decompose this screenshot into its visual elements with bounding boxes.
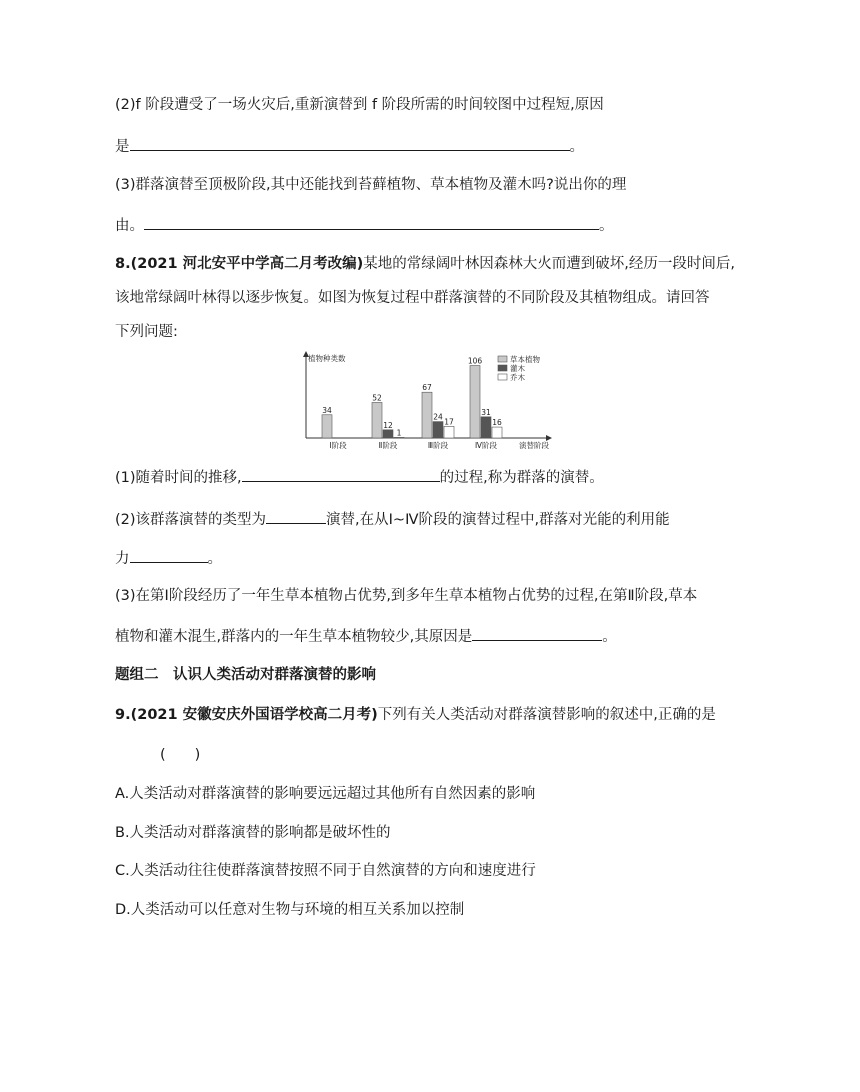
legend-swatch — [498, 365, 507, 371]
answer-blank[interactable] — [130, 135, 570, 151]
option-a[interactable]: A.人类活动对群落演替的影响要远远超过其他所有自然因素的影响 — [115, 786, 536, 802]
bar — [444, 426, 454, 438]
y-axis-label: 植物种类数 — [308, 354, 346, 363]
answer-bracket[interactable]: ( ) — [160, 747, 201, 763]
data-label: 17 — [444, 417, 454, 427]
q8-part2-line1: (2)该群落演替的类型为 演替,在从Ⅰ~Ⅳ阶段的演替过程中,群落对光能的利用能 — [115, 508, 670, 530]
legend-swatch — [498, 374, 507, 380]
bar — [372, 402, 382, 438]
bar — [433, 422, 443, 438]
answer-blank[interactable] — [242, 466, 440, 482]
bar — [383, 430, 393, 438]
answer-blank[interactable] — [130, 547, 208, 563]
data-label: 24 — [433, 412, 443, 422]
option-b[interactable]: B.人类活动对群落演替的影响都是破坏性的 — [115, 825, 391, 841]
question-source: 9.(2021 安徽安庆外国语学校高二月考) — [115, 707, 378, 723]
legend-swatch — [498, 356, 507, 362]
bar — [481, 417, 491, 438]
q8-part3-line2: 植物和灌木混生,群落内的一年生草本植物较少,其原因是 。 — [115, 625, 617, 647]
option-c[interactable]: C.人类活动往往使群落演替按照不同于自然演替的方向和速度进行 — [115, 863, 536, 879]
bar — [492, 427, 502, 438]
data-label: 31 — [481, 407, 491, 417]
q7-part2-line1: (2)f 阶段遭受了一场火灾后,重新演替到 f 阶段所需的时间较图中过程短,原因 — [115, 97, 604, 113]
data-label: 34 — [322, 405, 332, 415]
data-label: 67 — [422, 383, 432, 393]
tick-label: Ⅱ阶段 — [378, 441, 398, 450]
data-label: 16 — [492, 418, 502, 428]
bar — [422, 392, 432, 438]
q9-stem: 9.(2021 安徽安庆外国语学校高二月考)下列有关人类活动对群落演替影响的叙述中,正确的是 — [115, 707, 716, 723]
q8-part1: (1)随着时间的推移, 的过程,称为群落的演替。 — [115, 466, 604, 488]
tick-label: Ⅲ阶段 — [427, 441, 449, 450]
q8-stem-line2: 该地常绿阔叶林得以逐步恢复。如图为恢复过程中群落演替的不同阶段及其植物组成。请回答 — [115, 290, 710, 306]
succession-bar-chart — [298, 350, 588, 450]
data-label: 1 — [396, 428, 402, 438]
legend-label: 草本植物 — [510, 355, 540, 364]
option-d[interactable]: D.人类活动可以任意对生物与环境的相互关系加以控制 — [115, 902, 465, 918]
answer-blank[interactable] — [266, 508, 326, 524]
bar — [394, 437, 404, 438]
q8-stem-line3: 下列问题: — [115, 324, 178, 340]
x-axis-label: 演替阶段 — [519, 441, 549, 450]
question-source: 8.(2021 河北安平中学高二月考改编) — [115, 256, 364, 272]
legend-label: 灌木 — [510, 364, 525, 373]
q7-part3-line2: 由。 。 — [115, 214, 614, 236]
q8-stem-line1: 8.(2021 河北安平中学高二月考改编)某地的常绿阔叶林因森林大火而遭到破坏,经历一段时间后, — [115, 256, 735, 272]
q7-part3-line1: (3)群落演替至顶极阶段,其中还能找到苔藓植物、草本植物及灌木吗?说出你的理 — [115, 177, 627, 193]
q8-part3-line1: (3)在第Ⅰ阶段经历了一年生草本植物占优势,到多年生草本植物占优势的过程,在第Ⅱ阶段,草本 — [115, 588, 698, 604]
data-label: 52 — [372, 393, 382, 403]
tick-label: Ⅳ阶段 — [475, 441, 497, 450]
data-label: 12 — [383, 420, 393, 430]
bar — [322, 415, 332, 438]
q8-part2-line2: 力 。 — [115, 547, 222, 569]
legend-label: 乔木 — [510, 373, 525, 382]
section-heading: 题组二 认识人类活动对群落演替的影响 — [115, 667, 376, 683]
tick-label: Ⅰ阶段 — [329, 441, 347, 450]
answer-blank[interactable] — [472, 625, 602, 641]
data-label: 106 — [467, 356, 483, 366]
q7-part2-line2: 是 。 — [115, 135, 584, 157]
answer-blank[interactable] — [144, 214, 599, 230]
bar — [470, 366, 480, 438]
